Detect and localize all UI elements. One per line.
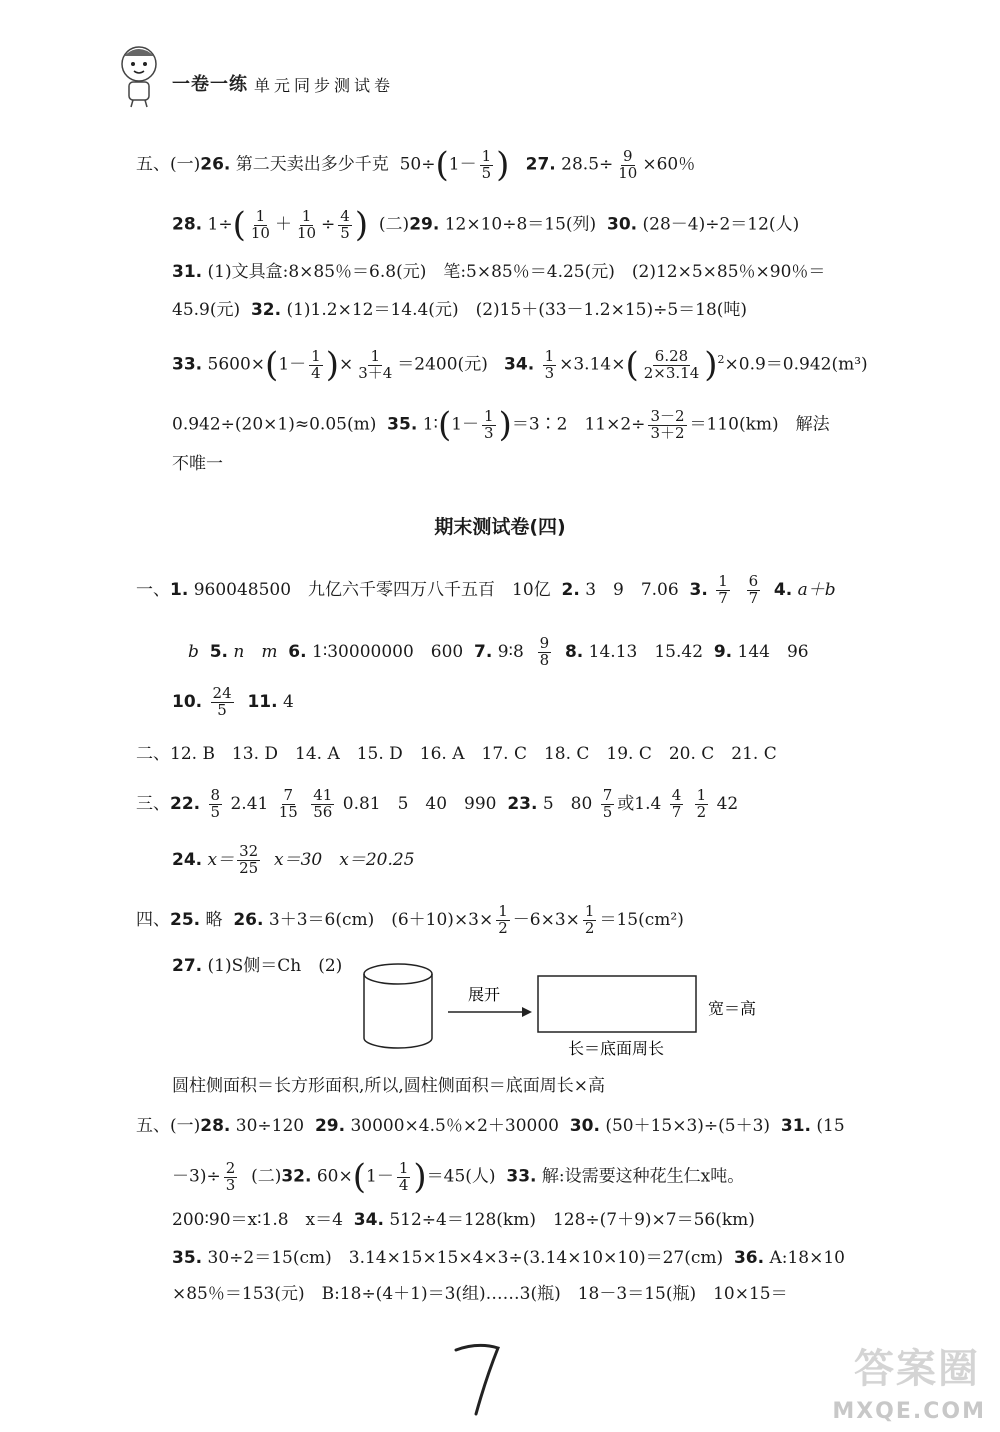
answer-line: 五、(一)28. 30÷120 29. 30000×4.5％×2＋30000 30. (50＋15×3)÷(5＋3) 31. (15 bbox=[136, 1116, 845, 1136]
header-title: 单元同步测试卷 bbox=[254, 76, 395, 95]
answer-line: －3)÷ $\frac{2}{3}$ (二)32. 60×(1－ $\frac{1}{4}$ )＝45(人) 33. 解:设需要这种花生仁x吨。 bbox=[172, 1157, 745, 1197]
answer-line: 一、1. 960048500 九亿六千零四万八千五百 10亿 2. 3 9 7.06 3. $\frac{1}{7}$ $\frac{6}{7}$ 4. a＋b bbox=[136, 572, 836, 607]
mascot-icon bbox=[112, 40, 166, 108]
answer-line: 五、(一)26. 第二天卖出多少千克 50÷(1－ $\frac{1}{5}$ ) 27. 28.5÷ $\frac{9}{10}$ ×60％ bbox=[136, 145, 696, 185]
handwritten-page-number bbox=[448, 1338, 508, 1418]
arrow-icon bbox=[448, 1007, 532, 1017]
answer-line: ×85％＝153(元) B:18÷(4＋1)＝3(组)……3(瓶) 18－3＝15(瓶) 10×15＝ bbox=[172, 1284, 788, 1304]
answer-line: 35. 30÷2＝15(cm) 3.14×15×15×4×3÷(3.14×10×10)＝27(cm) 36. A:18×10 bbox=[172, 1248, 845, 1268]
answer-line: 28. 1÷( $\frac{1}{10}$ ＋ $\frac{1}{10}$ ÷ $\frac{4}{5}$ ) (二)29. 12×10÷8＝15(列) 30. (28－4)÷2＝12(人) bbox=[172, 205, 800, 245]
answer-line: 二、12. B 13. D 14. A 15. D 16. A 17. C 18. C 19. C 20. C 21. C bbox=[136, 744, 777, 764]
answer-line: 四、25. 略 26. 3＋3＝6(cm) (6＋10)×3× $\frac{1}{2}$ －6×3× $\frac{1}{2}$ ＝15(cm²) bbox=[136, 902, 684, 937]
cylinder-shape bbox=[364, 964, 432, 1048]
answer-line: 0.942÷(20×1)≈0.05(m) 35. 1∶(1－ $\frac{1}{3}$ )＝3∶2 11×2÷ $\frac{3-2}{3+2}$ ＝110(km) 解法 bbox=[172, 405, 830, 445]
watermark-url: MXQE.COM bbox=[832, 1399, 986, 1424]
length-label: 长＝底面周长 bbox=[568, 1039, 665, 1058]
brand-logo: 一卷一练 bbox=[172, 74, 248, 95]
cylinder-unfold-diagram bbox=[360, 958, 780, 1068]
section-title: 期末测试卷(四) bbox=[434, 516, 566, 538]
answer-line: 不唯一 bbox=[172, 454, 223, 474]
answer-line: 10. $\frac{24}{5}$ 11. 4 bbox=[172, 684, 294, 719]
answer-line: b 5. n m 6. 1∶30000000 600 7. 9∶8 $\frac{9}{8}$ 8. 14.13 15.42 9. 144 96 bbox=[188, 634, 809, 669]
answer-line: 27. (1)S侧＝Ch (2) bbox=[172, 956, 343, 976]
unfolded-rectangle bbox=[538, 976, 696, 1032]
answer-line: 33. 5600×(1－ $\frac{1}{4}$ )× $\frac{1}{3+4}$ ＝2400(元) 34. $\frac{1}{3}$ ×3.14×( $\frac{6.28}{2\times 3.14}$ )$^2$×0.9＝0.942(m³) bbox=[172, 345, 868, 385]
answer-line: 三、22. $\frac{8}{5}$ 2.41 $\frac{7}{15}$ $\frac{41}{56}$ 0.81 5 40 990 23. 5 80 $\frac{7}{5}$ 或1.4 $\frac{4}{7}$ $\frac{1}{2}$ 42 bbox=[136, 786, 739, 821]
width-label: 宽＝高 bbox=[708, 999, 757, 1018]
answer-line: 24. x＝ $\frac{32}{25}$ x＝30 x＝20.25 bbox=[172, 842, 415, 877]
answer-line: 200∶90＝x∶1.8 x＝4 34. 512÷4＝128(km) 128÷(7＋9)×7＝56(km) bbox=[172, 1210, 755, 1230]
answer-line: 31. (1)文具盒:8×85％＝6.8(元) 笔:5×85％＝4.25(元) (2)12×5×85％×90％＝ bbox=[172, 262, 826, 282]
page-header bbox=[112, 40, 472, 110]
watermark-logo: 答案圈 bbox=[854, 1346, 980, 1392]
arrow-label: 展开 bbox=[468, 985, 501, 1004]
watermark bbox=[804, 1346, 994, 1428]
answer-line: 圆柱侧面积＝长方形面积,所以,圆柱侧面积＝底面周长×高 bbox=[172, 1076, 606, 1096]
answer-line: 45.9(元) 32. (1)1.2×12＝14.4(元) (2)15＋(33－1.2×15)÷5＝18(吨) bbox=[172, 300, 748, 320]
